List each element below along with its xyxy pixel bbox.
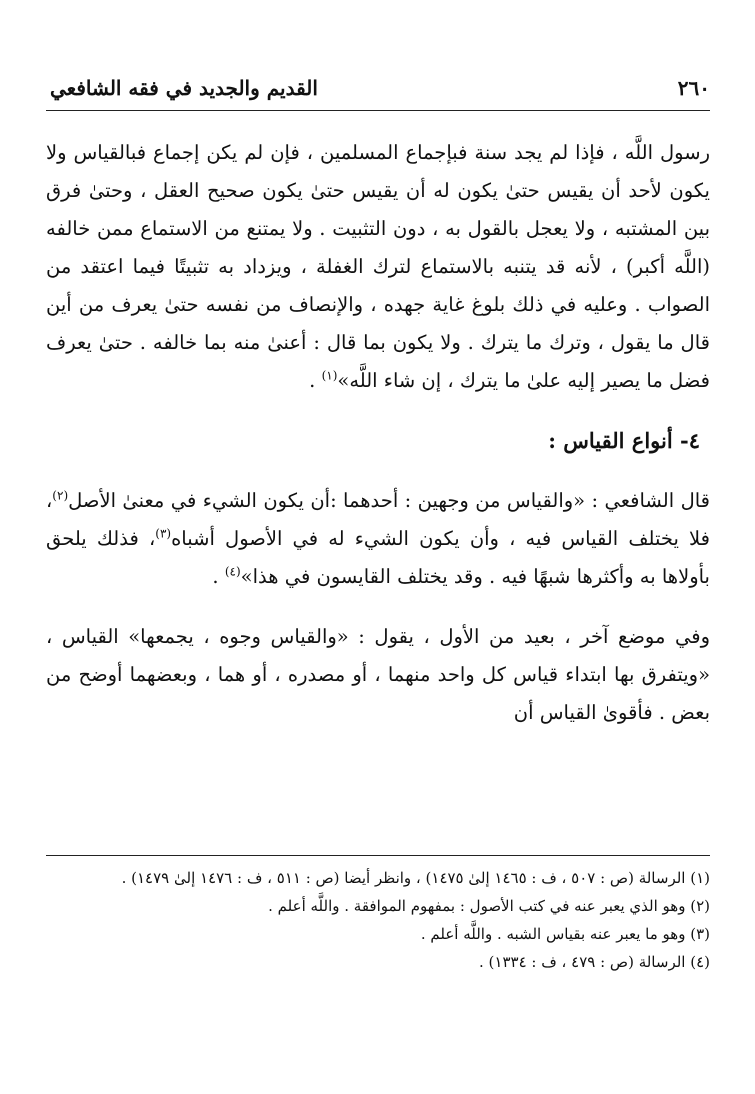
paragraph-3: وفي موضع آخر ، بعيد من الأول ، يقول : «والقياس وجوه ، يجمعها» القياس ، «ويتفرق بها ابتداء قياس كل واحد منهما ، أو مصدره ، أو هما ، وبعضهما أوضح من بعض . فأقوىٰ القياس أن	[46, 625, 710, 724]
paragraph-2-part-2: ، فلا يختلف القياس فيه ، وأن يكون الشيء له في الأصول أشباه	[46, 489, 710, 550]
footnote-ref-4: (٤)	[224, 564, 241, 579]
paragraph-gap	[46, 400, 710, 422]
footnote-ref-2: (٢)	[52, 488, 69, 503]
page-number: ٢٦٠	[677, 76, 710, 100]
footnotes	[46, 864, 710, 976]
paragraph-1-end: .	[309, 369, 322, 392]
running-header	[50, 72, 710, 108]
main-text	[46, 134, 710, 732]
footnote-divider	[46, 855, 710, 856]
paragraph-gap	[46, 460, 710, 482]
section-heading: ٤- أنواع القياس :	[548, 428, 700, 453]
footnote-2: (٢) وهو الذي يعبر عنه في كتب الأصول : بمفهوم الموافقة . واللَّه أعلم .	[268, 897, 710, 915]
paragraph-1	[46, 134, 710, 400]
paragraph-2-end: .	[212, 565, 225, 588]
header-divider	[46, 110, 710, 111]
paragraph-2-part-3: ، فذلك يلحق بأولاها به وأكثرها شبهًا فيه . وقد يختلف القايسون في هذا»	[46, 527, 710, 588]
footnote-4: (٤) الرسالة (ص : ٤٧٩ ، ف : ١٣٣٤) .	[479, 953, 710, 971]
footnote-1: (١) الرسالة (ص : ٥٠٧ ، ف : ١٤٦٥ إلىٰ ١٤٧٥) ، وانظر أيضا (ص : ٥١١ ، ف : ١٤٧٦ إلىٰ ١٤٧٩) .	[121, 869, 710, 887]
paragraph-1-text: رسول اللَّه ، فإذا لم يجد سنة فبإجماع المسلمين ، فإن لم يكن إجماع فبالقياس ولا يكون لأحد أن يقيس حتىٰ يكون له أن يقيس حتىٰ يكون صحيح العقل ، وحتىٰ فرق بين المشتبه ، ولا يعجل بالقول به ، دون التثبيت . ولا يمتنع من الاستماع ممن خالفه (اللَّه أكبر) ، لأنه قد يتنبه بالاستماع لترك الغفلة ، ويزداد به تثبيتًا فيما اعتقد من الصواب . وعليه في ذلك بلوغ غاية جهده ، والإنصاف من نفسه حتىٰ يعرف من أين قال ما يقول ، وترك ما يترك . ولا يكون بما قال : أعنىٰ منه بما خالفه . حتىٰ يعرف فضل ما يصير إليه علىٰ ما يترك ، إن شاء اللَّه»	[46, 141, 710, 392]
paragraph-2	[46, 482, 710, 596]
footnote-ref-3: (٣)	[155, 526, 172, 541]
footnote-3: (٣) وهو ما يعبر عنه بقياس الشبه . واللَّه أعلم .	[420, 925, 710, 943]
running-title: القديم والجديد في فقه الشافعي	[50, 76, 318, 100]
footnote-ref-1: (١)	[321, 368, 338, 383]
paragraph-gap	[46, 596, 710, 618]
paragraph-2-part-1: قال الشافعي : «والقياس من وجهين : أحدهما :أن يكون الشيء في معنىٰ الأصل	[68, 489, 710, 512]
